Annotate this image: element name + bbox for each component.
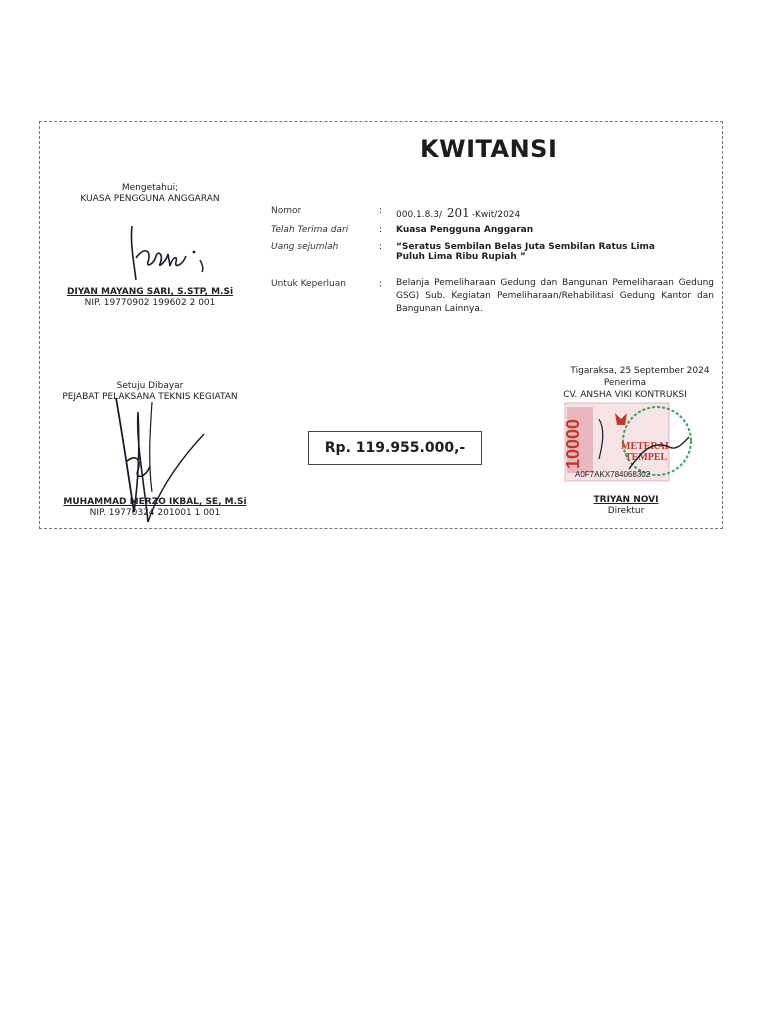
terima-colon: : bbox=[379, 225, 383, 235]
keperluan-label: Untuk Keperluan bbox=[271, 279, 346, 289]
stamp-label-1: METERAI bbox=[621, 441, 669, 452]
approver-nip: NIP. 19770902 199602 2 001 bbox=[84, 298, 216, 308]
approver-signature bbox=[120, 218, 220, 288]
nomor-value bbox=[396, 206, 520, 220]
place-date: Tigaraksa, 25 September 2024 bbox=[570, 366, 710, 376]
document-title: KWITANSI bbox=[420, 135, 558, 163]
stamp-serial: A0F7AKX784068302 bbox=[575, 470, 651, 479]
payer-heading-1: Setuju Dibayar bbox=[116, 381, 184, 391]
nomor-number: 201 bbox=[446, 206, 470, 220]
recipient-position: Direktur bbox=[607, 506, 645, 516]
uang-label: Uang sejumlah bbox=[271, 242, 339, 252]
uang-value: “Seratus Sembilan Belas Juta Sembilan Ratus Lima Puluh Lima Ribu Rupiah ” bbox=[396, 242, 655, 262]
nomor-prefix: 000.1.8.3/ bbox=[396, 210, 442, 220]
recipient-company: CV. ANSHA VIKI KONTRUKSI bbox=[563, 390, 687, 400]
nomor-colon: : bbox=[379, 206, 383, 216]
terima-value: Kuasa Pengguna Anggaran bbox=[396, 225, 534, 235]
meterai-stamp-graphic bbox=[559, 399, 693, 487]
uang-colon: : bbox=[379, 242, 383, 252]
stamp-value: 10000 bbox=[563, 418, 583, 469]
nomor-label: Nomor bbox=[271, 206, 302, 216]
nomor-suffix: -Kwit/2024 bbox=[471, 210, 521, 220]
approver-heading-1: Mengetahui; bbox=[121, 183, 179, 193]
recipient-name: TRIYAN NOVI bbox=[593, 495, 659, 505]
recipient-role: Penerima bbox=[603, 378, 647, 388]
amount-box: Rp. 119.955.000,- bbox=[308, 431, 482, 465]
stamp-label-2: TEMPEL bbox=[625, 452, 668, 463]
payer-heading-2: PEJABAT PELAKSANA TEKNIS KEGIATAN bbox=[62, 392, 238, 402]
keperluan-colon: : bbox=[379, 279, 383, 289]
meterai-stamp bbox=[559, 399, 693, 487]
payer-nip: NIP. 19770324 201001 1 001 bbox=[89, 508, 221, 518]
payer-name: MUHAMMAD MERZO IKBAL, SE, M.Si bbox=[63, 497, 247, 507]
approver-name: DIYAN MAYANG SARI, S.STP, M.Si bbox=[66, 287, 234, 297]
terima-label: Telah Terima dari bbox=[271, 225, 349, 235]
keperluan-value: Belanja Pemeliharaan Gedung dan Bangunan Pemeliharaan Gedung GSG) Sub. Kegiatan Pemeliharaan/Rehabilitasi Gedung Kantor dan Bangunan Lainnya. bbox=[396, 278, 714, 314]
approver-heading-2: KUASA PENGGUNA ANGGARAN bbox=[80, 194, 220, 204]
